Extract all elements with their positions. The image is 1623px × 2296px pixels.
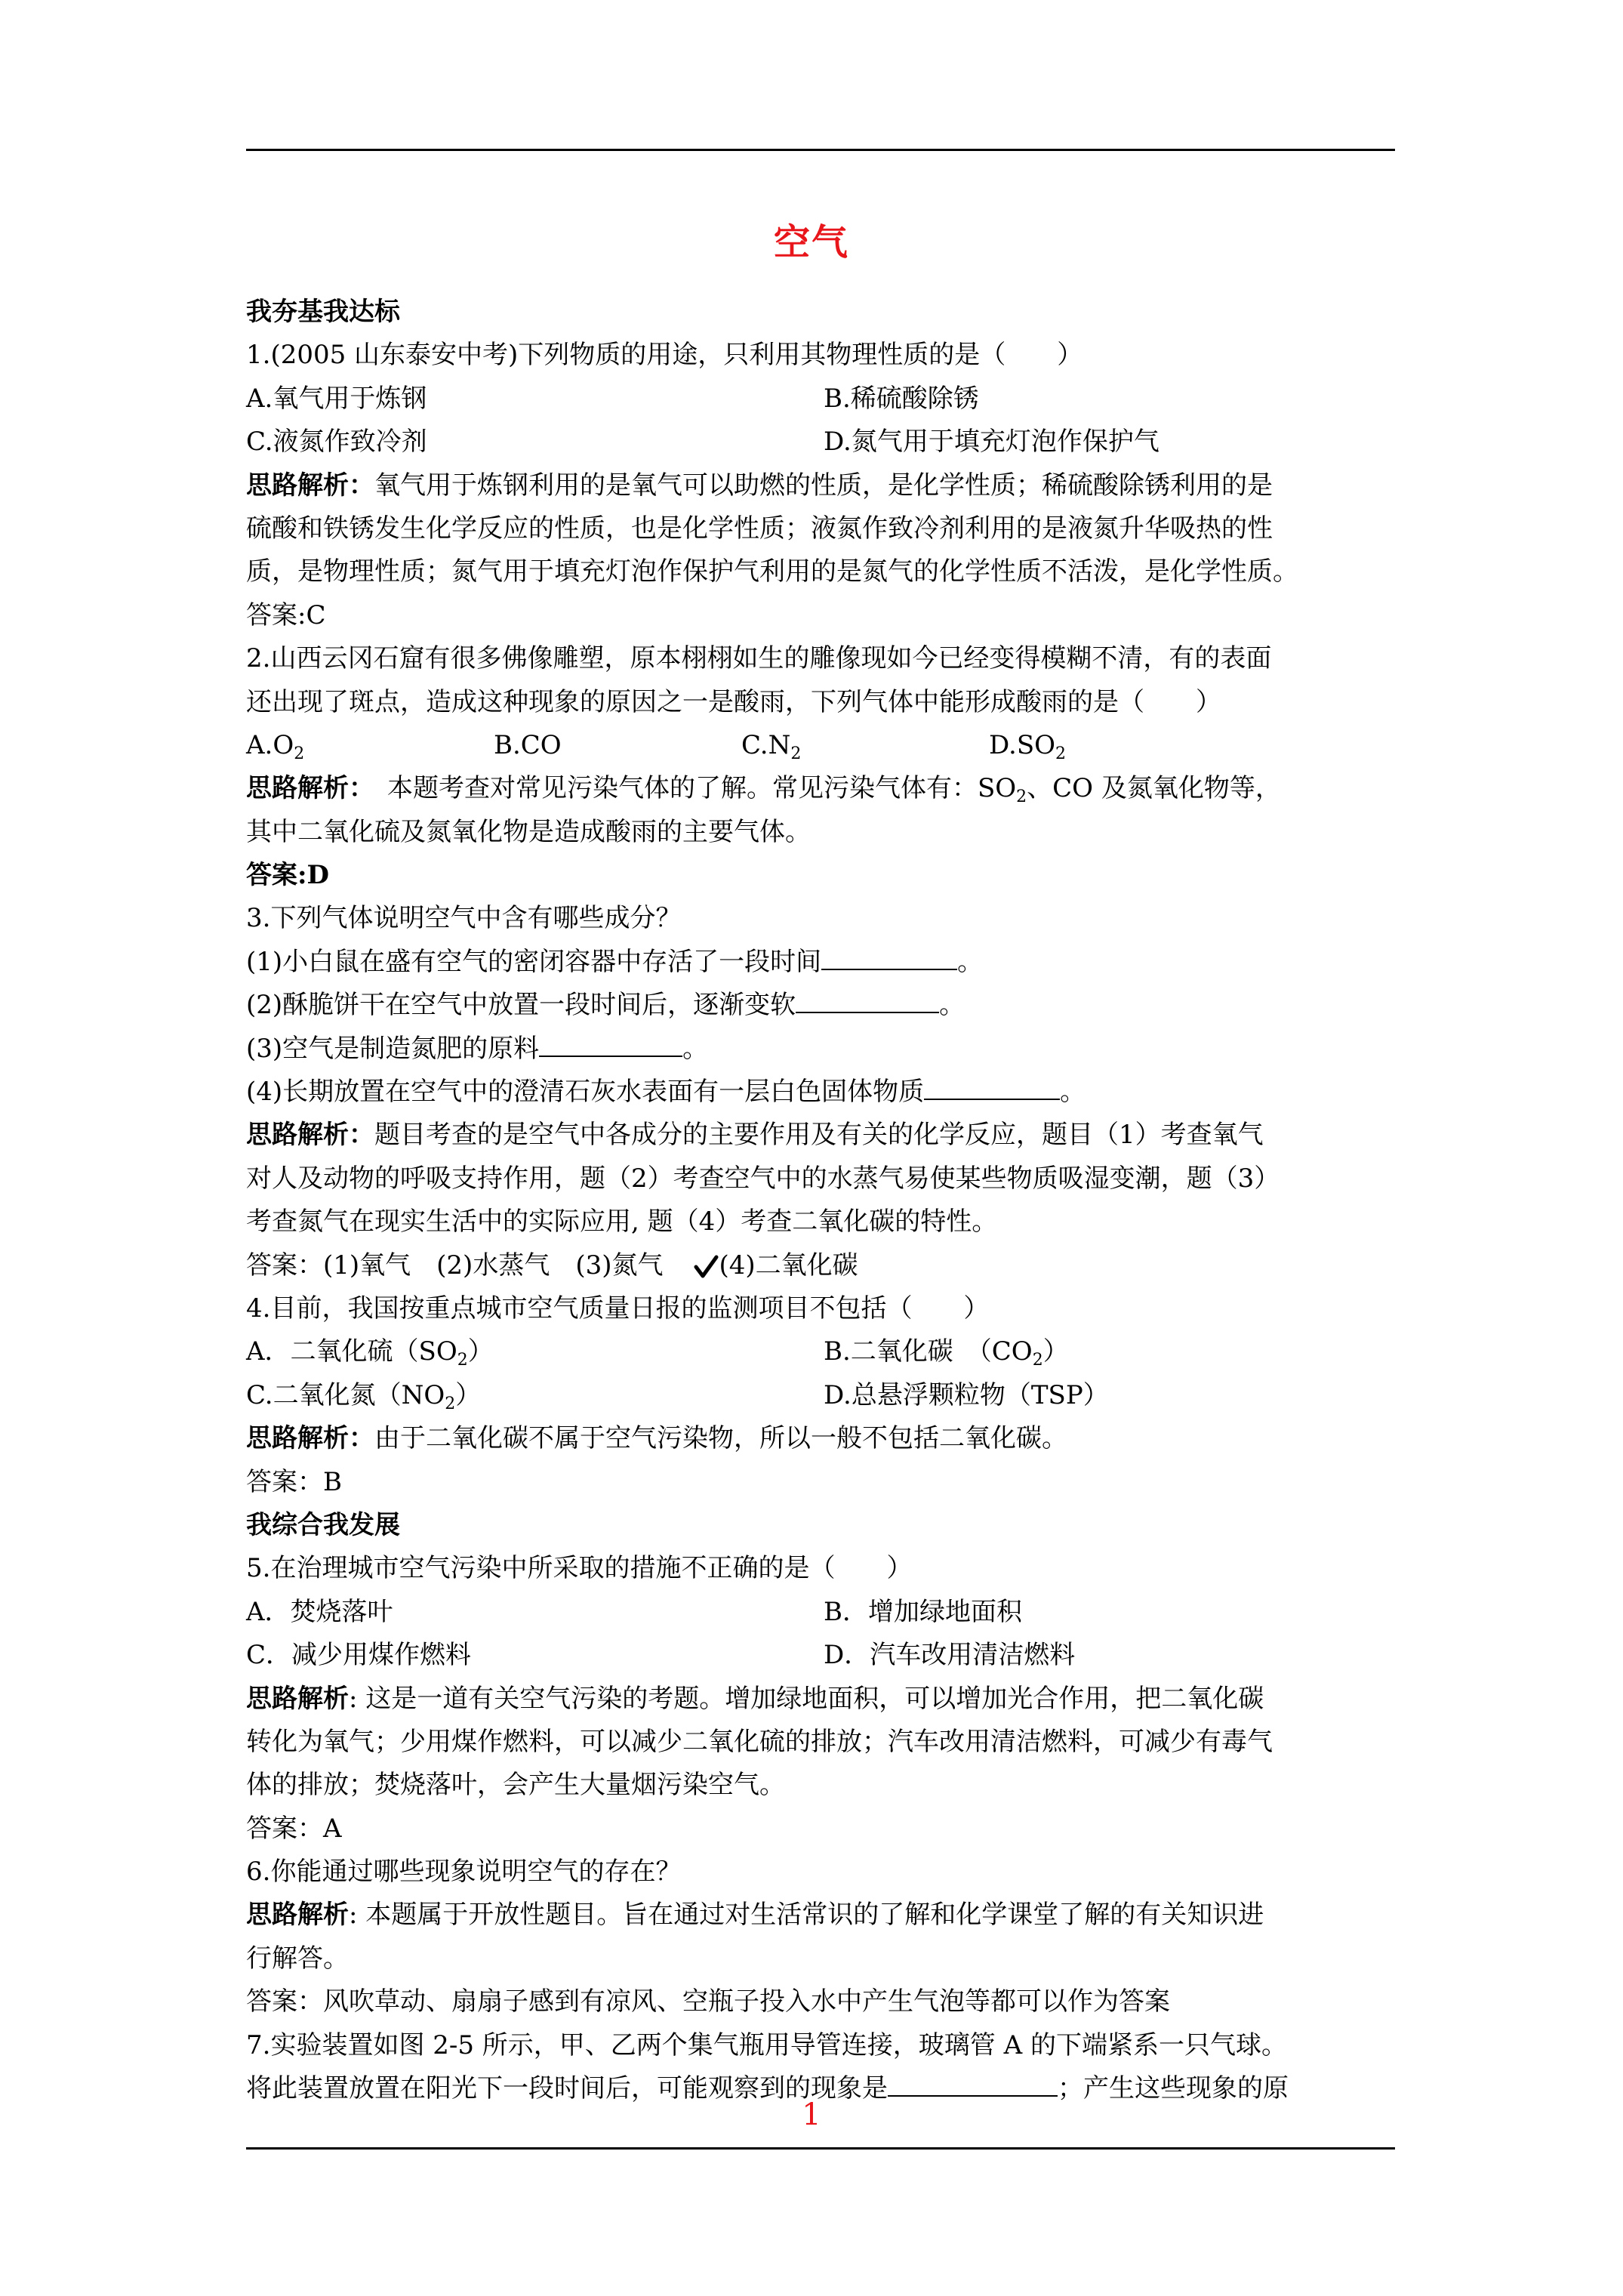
option-b: B.二氧化碳 $(CO_2)$ bbox=[824, 1336, 1069, 1370]
analysis-label: 思路解析 bbox=[246, 1900, 349, 1931]
analysis-line: 体的排放；焚烧落叶，会产生大量烟污染空气。 bbox=[246, 1770, 785, 1801]
header-rule bbox=[246, 149, 1395, 151]
answer-line: 答案：B bbox=[246, 1466, 342, 1497]
question-stem: 2.山西云冈石窟有很多佛像雕塑，原本栩栩如生的雕像现如今已经变得模糊不清，有的表面 bbox=[246, 643, 1272, 674]
option-c: $C.N_2$ bbox=[741, 729, 802, 763]
analysis-label: 思路解析： bbox=[246, 1423, 374, 1454]
option-b: B.稀硫酸除锈 bbox=[824, 383, 979, 414]
analysis-line: 其中二氧化硫及氮氧化物是造成酸雨的主要气体。 bbox=[246, 816, 811, 847]
analysis-line: 考查氮气在现实生活中的实际应用, 题（4）考查二氧化碳的特性。 bbox=[246, 1207, 998, 1237]
analysis-label: 思路解析： bbox=[246, 470, 374, 501]
analysis-text: 氧气用于炼钢利用的是氧气可以助燃的性质，是化学性质；稀硫酸除锈利用的是 bbox=[374, 470, 1273, 501]
option-d: D.总悬浮颗粒物（TSP） bbox=[824, 1379, 1109, 1410]
document-body bbox=[246, 291, 1395, 2110]
sub-question: (2)酥脆饼干在空气中放置一段时间后，逐渐变软 。 bbox=[246, 984, 1395, 1027]
page-title: 空气 bbox=[773, 221, 849, 264]
option-row bbox=[246, 1330, 1395, 1373]
question-stem: 还出现了斑点，造成这种现象的原因之一是酸雨，下列气体中能形成酸雨的是（ ） bbox=[246, 686, 1221, 717]
option-c: C.二氧化氮$(NO_2)$ bbox=[246, 1379, 482, 1413]
question-stem: 6.你能通过哪些现象说明空气的存在？ bbox=[246, 1857, 682, 1888]
analysis-line: 行解答。 bbox=[246, 1943, 349, 1974]
analysis-line: 转化为氧气；少用煤作燃料，可以减少二氧化硫的排放；汽车改用清洁燃料，可减少有毒气 bbox=[246, 1726, 1273, 1757]
option-row bbox=[246, 378, 1395, 421]
option-d: D.氮气用于填充灯泡作保护气 bbox=[824, 427, 1160, 458]
option-a: $A.O_2$ bbox=[246, 729, 305, 763]
analysis-line: 质，是物理性质；氮气用于填充灯泡作保护气利用的是氮气的化学性质不活泼，是化学性质。 bbox=[246, 556, 1298, 587]
sub-question: (3)空气是制造氮肥的原料 。 bbox=[246, 1028, 1395, 1071]
question-stem: 5.在治理城市空气污染中所采取的措施不正确的是（ ） bbox=[246, 1553, 913, 1584]
option-c: C．减少用煤作燃料 bbox=[246, 1640, 472, 1671]
analysis-label: 思路解析： bbox=[246, 1120, 374, 1151]
answer-blank[interactable] bbox=[924, 1071, 1060, 1100]
analysis-line: 硫酸和铁锈发生化学反应的性质，也是化学性质；液氮作致冷剂利用的是液氮升华吸热的性 bbox=[246, 513, 1273, 544]
section-heading: 我夯基我达标 bbox=[246, 297, 400, 327]
sub-question: (4)长期放置在空气中的澄清石灰水表面有一层白色固体物质 。 bbox=[246, 1071, 1395, 1114]
answer-line: 答案:C bbox=[246, 599, 326, 630]
option-row bbox=[246, 724, 1395, 767]
answer-line: 答案：A bbox=[246, 1813, 342, 1844]
answer-blank[interactable] bbox=[796, 985, 939, 1013]
question-stem: 将此装置放置在阳光下一段时间后，可能观察到的现象是 ；产生这些现象的原 bbox=[246, 2067, 1395, 2110]
analysis-line: 思路解析：由于二氧化碳不属于空气污染物，所以一般不包括二氧化碳。 bbox=[246, 1423, 1067, 1454]
option-b: B．增加绿地面积 bbox=[824, 1596, 1022, 1627]
analysis-line: 思路解析: 本题属于开放性题目。旨在通过对生活常识的了解和化学课堂了解的有关知识进 bbox=[246, 1900, 1264, 1931]
page-number: 1 bbox=[802, 2097, 821, 2132]
option-a: A．焚烧落叶 bbox=[246, 1596, 393, 1627]
answer-line: 答案：风吹草动、扇扇子感到有凉风、空瓶子投入水中产生气泡等都可以作为答案 bbox=[246, 1986, 1170, 2017]
analysis-label: 思路解析： bbox=[246, 773, 362, 804]
analysis-line: 思路解析: 这是一道有关空气污染的考题。增加绿地面积，可以增加光合作用，把二氧化碳 bbox=[246, 1683, 1264, 1714]
option-row bbox=[246, 421, 1395, 464]
analysis-line bbox=[246, 464, 1395, 507]
answer-blank[interactable] bbox=[821, 942, 957, 970]
answer-line: 答案:D bbox=[246, 860, 330, 891]
option-row bbox=[246, 1634, 1395, 1677]
option-a: A．二氧化硫$(SO_2)$ bbox=[246, 1336, 494, 1370]
checkmark-icon bbox=[693, 1254, 719, 1280]
sub-question: (1)小白鼠在盛有空气的密闭容器中存活了一段时间 。 bbox=[246, 941, 1395, 984]
section-heading: 我综合我发展 bbox=[246, 1509, 400, 1540]
question-stem: 1.(2005 山东泰安中考)下列物质的用途，只利用其物理性质的是（ ） bbox=[246, 340, 1083, 371]
answer-blank[interactable] bbox=[539, 1028, 682, 1057]
footer-rule bbox=[246, 2147, 1395, 2150]
option-row bbox=[246, 1591, 1395, 1634]
analysis-line: 思路解析： 本题考查对常见污染气体的了解。常见污染气体有：$SO_2$、CO 及氮氧化物等， bbox=[246, 773, 1281, 807]
analysis-line: 对人及动物的呼吸支持作用，题（2）考查空气中的水蒸气易使某些物质吸湿变潮，题（3） bbox=[246, 1163, 1280, 1194]
question-stem: 3.下列气体说明空气中含有哪些成分？ bbox=[246, 903, 682, 934]
option-b: B.CO bbox=[494, 729, 562, 760]
analysis-line: 思路解析：题目考查的是空气中各成分的主要作用及有关的化学反应，题目（1）考查氧气 bbox=[246, 1120, 1264, 1151]
option-row bbox=[246, 1374, 1395, 1417]
question-stem: 4.目前，我国按重点城市空气质量日报的监测项目不包括（ ） bbox=[246, 1293, 990, 1324]
option-c: C.液氮作致冷剂 bbox=[246, 427, 427, 458]
question-stem: 7.实验装置如图 2-5 所示，甲、乙两个集气瓶用导管连接，玻璃管 A 的下端紧系一只气球。 bbox=[246, 2029, 1287, 2060]
analysis-label: 思路解析 bbox=[246, 1683, 349, 1714]
option-a: A.氧气用于炼钢 bbox=[246, 383, 427, 414]
option-d: D．汽车改用清洁燃料 bbox=[824, 1640, 1076, 1671]
option-d: $D.SO_2$ bbox=[989, 729, 1067, 763]
answer-blank[interactable] bbox=[888, 2068, 1058, 2097]
answer-line: 答案：(1)氧气 (2)水蒸气 (3)氮气 (4)二氧化碳 bbox=[246, 1250, 858, 1281]
